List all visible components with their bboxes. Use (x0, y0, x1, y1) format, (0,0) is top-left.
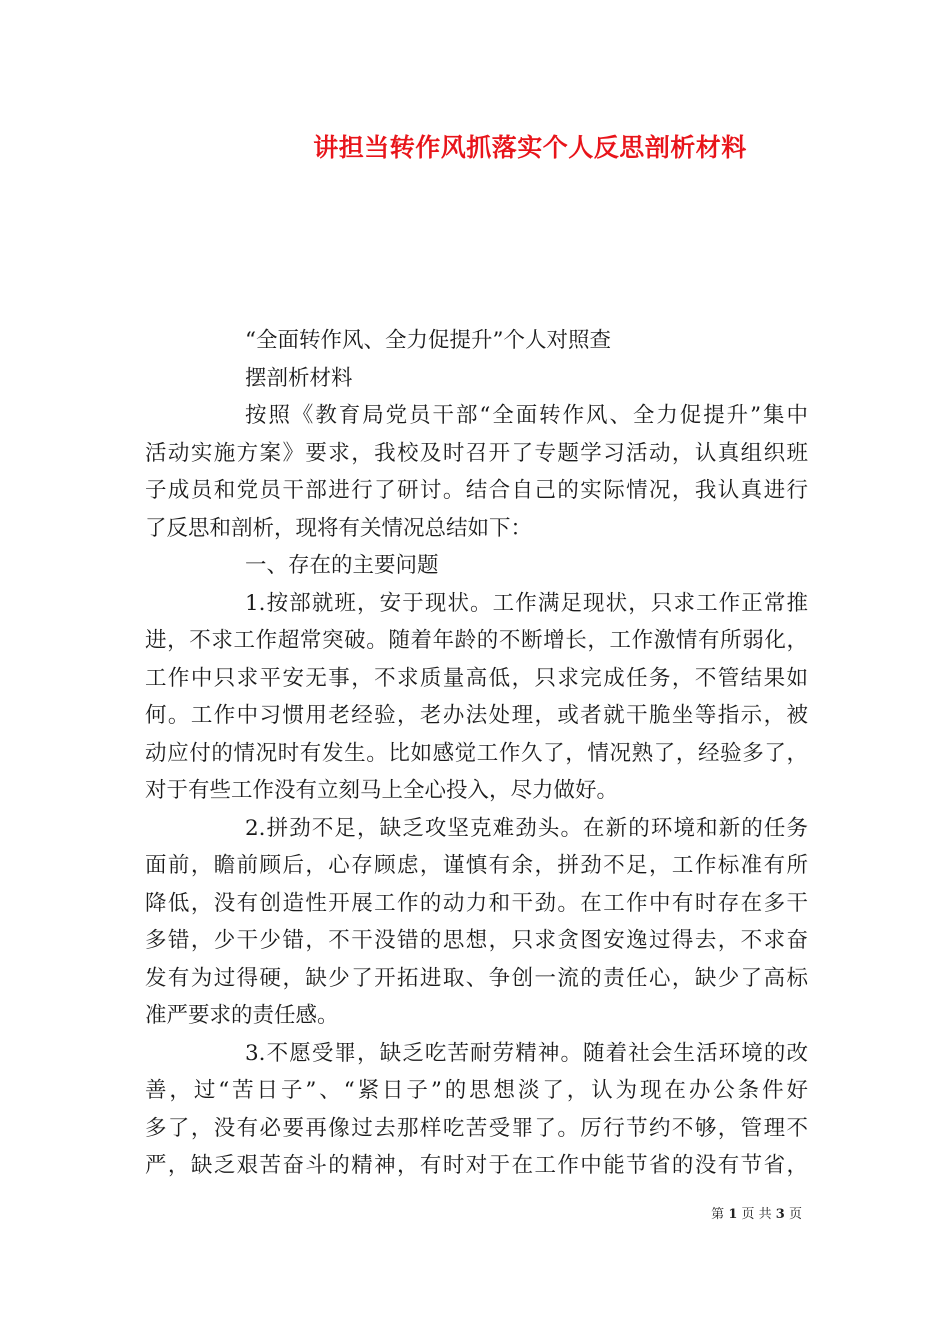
subtitle-line-1: “全面转作风、全力促提升”个人对照查 (245, 328, 611, 353)
footer-prefix: 第 (711, 1207, 725, 1222)
item1-line-4: 何。工作中习惯用老经验，老办法处理，或者就干脆坐等指示，被 (145, 703, 808, 728)
intro-line-4: 了反思和剖析，现将有关情况总结如下： (145, 515, 533, 541)
item2-line-5: 发有为过得硬，缺少了开拓进取、争创一流的责任心，缺少了高标 (145, 965, 808, 991)
item1-line-1: 1.按部就班，安于现状。工作满足现状，只求工作正常推 (245, 590, 808, 616)
footer-middle: 页 共 (741, 1207, 772, 1222)
page-footer (711, 1203, 802, 1222)
item3-line-2: 善，过“苦日子”、“紧日子”的思想淡了，认为现在办公条件好 (145, 1078, 808, 1103)
intro-line-2: 活动实施方案》要求，我校及时召开了专题学习活动，认真组织班 (145, 440, 808, 466)
footer-suffix: 页 (788, 1207, 802, 1222)
footer-total-pages: 3 (775, 1207, 785, 1222)
item1-line-3: 工作中只求平安无事，不求质量高低，只求完成任务，不管结果如 (145, 665, 808, 691)
section-heading: 一、存在的主要问题 (245, 553, 439, 578)
item2-line-4: 多错，少干少错，不干没错的思想，只求贪图安逸过得去，不求奋 (145, 928, 808, 953)
item2-line-3: 降低，没有创造性开展工作的动力和干劲。在工作中有时存在多干 (145, 890, 808, 916)
document-body (145, 322, 808, 1185)
item1-line-6: 对于有些工作没有立刻马上全心投入，尽力做好。 (145, 778, 619, 803)
item3-line-1: 3.不愿受罪，缺乏吃苦耐劳精神。随着社会生活环境的改 (245, 1040, 808, 1066)
intro-line-3: 子成员和党员干部进行了研讨。结合自己的实际情况，我认真进行 (145, 478, 808, 503)
item2-line-6: 准严要求的责任感。 (145, 1003, 339, 1028)
item3-line-3: 多了，没有必要再像过去那样吃苦受罪了。厉行节约不够，管理不 (145, 1115, 808, 1141)
item2-line-1: 2.拼劲不足，缺乏攻坚克难劲头。在新的环境和新的任务 (245, 815, 808, 841)
item1-line-5: 动应付的情况时有发生。比如感觉工作久了，情况熟了，经验多了， (145, 740, 808, 766)
item2-line-2: 面前，瞻前顾后，心存顾虑，谨慎有余，拼劲不足，工作标准有所 (145, 853, 808, 878)
document-title: 讲担当转作风抓落实个人反思剖析材料 (313, 133, 747, 162)
item1-line-2: 进，不求工作超常突破。随着年龄的不断增长，工作激情有所弱化， (145, 628, 808, 653)
subtitle-line-2: 摆剖析材料 (245, 365, 353, 391)
item3-line-4: 严，缺乏艰苦奋斗的精神，有时对于在工作中能节省的没有节省， (145, 1153, 808, 1178)
footer-page-number: 1 (728, 1207, 738, 1222)
intro-line-1: 按照《教育局党员干部“全面转作风、全力促提升”集中 (245, 403, 808, 428)
